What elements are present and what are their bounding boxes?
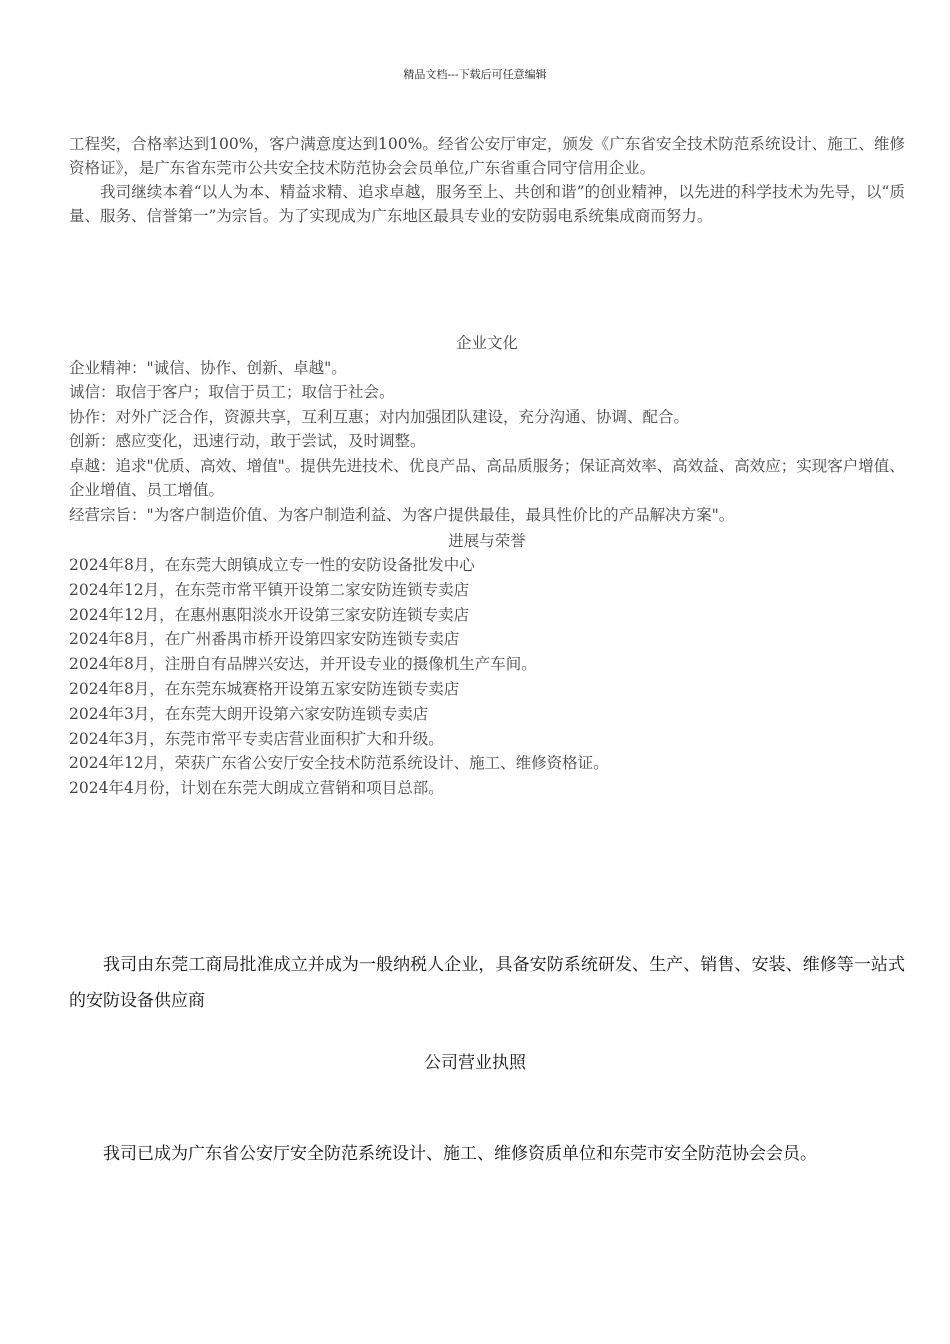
progress-item: 2024年8月，注册自有品牌兴安达，并开设专业的摄像机生产车间。	[69, 655, 537, 674]
progress-item: 2024年3月，东莞市常平专卖店营业面积扩大和升级。	[69, 729, 444, 748]
progress-item: 2024年4月份，计划在东莞大朗成立营销和项目总部。	[69, 779, 444, 798]
membership-section	[69, 1136, 905, 1172]
page-header: 精品文档---下载后可任意编辑	[403, 68, 547, 81]
culture-line: 诚信：取信于客户；取信于员工；取信于社会。	[69, 383, 395, 401]
progress-item: 2024年8月，在广州番禺市桥开设第四家安防连锁专卖店	[69, 630, 460, 649]
license-title: 公司营业执照	[424, 1053, 526, 1073]
business-paragraph: 我司由东莞工商局批准成立并成为一般纳税人企业，具备安防系统研发、生产、销售、安装、维修等一站式的安防设备供应商	[69, 955, 905, 1011]
culture-title: 企业文化	[455, 334, 518, 352]
culture-line: 卓越：追求"优质、高效、增值"。提供先进技术、优良产品、高品质服务；保证高效率、高效益、高效应；实现客户增值、企业增值、员工增值。	[69, 456, 905, 499]
progress-item: 2024年12月，在惠州惠阳淡水开设第三家安防连锁专卖店	[69, 605, 470, 624]
culture-line: 经营宗旨："为客户制造价值、为客户制造利益、为客户提供最佳，最具性价比的产品解决方案"。	[69, 505, 735, 524]
progress-section	[69, 532, 905, 801]
progress-item: 2024年12月，荣获广东省公安厅安全技术防范系统设计、施工、维修资格证。	[69, 754, 609, 773]
intro-paragraph-1: 工程奖，合格率达到100%，客户满意度达到100%。经省公安厅审定，颁发《广东省安全技术防范系统设计、施工、维修资格证》，是广东省东莞市公共安全技术防范协会会员单位,广东省重合同守信用企业。	[69, 135, 905, 177]
membership-paragraph: 我司已成为广东省公安厅安全防范系统设计、施工、维修资质单位和东莞市安全防范协会会员。	[103, 1144, 817, 1164]
intro-paragraph-2: 我司继续本着“以人为本、精益求精、追求卓越，服务至上、共创和谐”的创业精神，以先进的科学技术为先导，以“质量、服务、信誉第一”为宗旨。为了实现成为广东地区最具专业的安防弱电系统集成商而努力。	[69, 183, 905, 225]
progress-item: 2024年12月，在东莞市常平镇开设第二家安防连锁专卖店	[69, 580, 470, 599]
culture-line: 企业精神："诚信、协作、创新、卓越"。	[69, 358, 347, 377]
culture-section	[69, 331, 905, 527]
culture-line: 协作：对外广泛合作，资源共享，互利互惠；对内加强团队建设，充分沟通、协调、配合。	[69, 407, 690, 426]
progress-item: 2024年8月，在东莞大朗镇成立专一性的安防设备批发中心	[69, 556, 475, 574]
progress-title: 进展与荣誉	[448, 532, 526, 550]
intro-section	[69, 132, 905, 228]
progress-item: 2024年3月，在东莞大朗开设第六家安防连锁专卖店	[69, 704, 429, 723]
business-section	[69, 947, 905, 1019]
progress-item: 2024年8月，在东莞东城赛格开设第五家安防连锁专卖店	[69, 679, 460, 698]
culture-line: 创新：感应变化，迅速行动，敢于尝试，及时调整。	[69, 432, 426, 450]
